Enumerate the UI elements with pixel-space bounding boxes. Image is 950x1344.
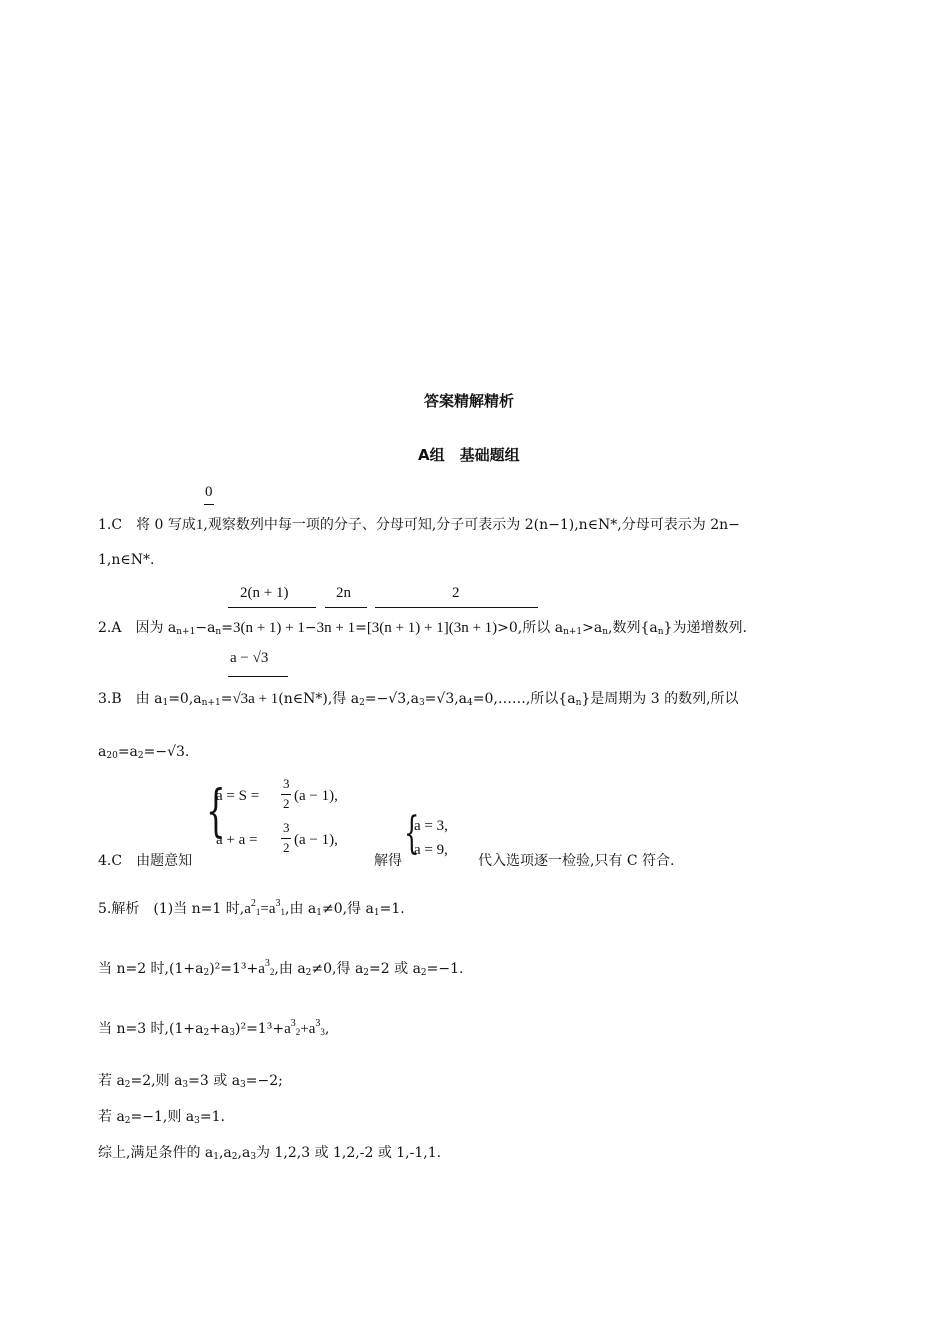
q5-l4b: =2,则 a [130,1073,183,1089]
q5-l2f: =−1. [426,961,464,977]
q4-lead: 4.C 由题意知 [98,853,193,869]
q2-f2-rule [325,607,367,608]
q4-f1-rule [281,794,291,795]
q3-body4: =0,……,所以{a [472,691,576,707]
q5-l1b: ,由 a [285,901,317,917]
q3-line2a: a [98,744,107,760]
sub: n [602,627,609,637]
q5-line1 [98,898,405,918]
q5-l2d: ≠0,得 a [311,961,364,977]
sup: 3 [264,958,270,969]
sub: 3 [418,698,425,708]
sub: 1 [162,698,169,708]
sub: n+1 [563,627,583,637]
sub: n+1 [201,698,221,708]
q2-f3-rule [375,607,538,608]
q5-eq2: $a^3_2$ [258,958,275,977]
q5-l5c: =1. [199,1109,225,1125]
q5-l1: 5.解析 (1)当 n=1 时, [98,901,245,917]
sub: 2 [203,1028,210,1038]
q2-f3-den: [3(n + 1) + 1](3n + 1) [366,620,498,636]
sup: 3 [290,1018,296,1029]
q3-line2b: =a [117,744,138,760]
q2-f1-rule [228,607,316,608]
q5-l1d: =1. [379,901,405,917]
q2-f2-den: 3n + 1 [316,620,356,636]
q4-f2-rule [281,838,291,839]
q5-line2 [98,958,463,978]
q2-f1-num: 2(n + 1) [240,585,289,601]
q5-line4 [98,1070,283,1090]
q3-frac-num: a − √3 [230,650,269,666]
q5-l4: 若 a [98,1073,125,1089]
sub: 2 [124,1080,131,1090]
sub: n [657,627,664,637]
q5-l1c: ≠0,得 a [321,901,374,917]
q5-l3b: +a [209,1021,230,1037]
q5-eq3: $a^3_2+a^3_3$ [284,1018,325,1037]
q5-l2c: ,由 a [274,961,306,977]
sub: 2 [269,967,275,977]
q5-l3d: , [324,1021,330,1037]
q4-solve-label: 解得 [374,853,402,869]
q3-body: (n∈N*),得 a [278,691,360,707]
sub: 2 [231,1152,238,1162]
sub: 3 [194,1116,200,1126]
sub: 2 [124,1116,131,1126]
q5-l4c: =3 或 a [188,1073,241,1089]
sup: 2 [250,898,256,909]
sub: 2 [203,968,210,978]
q5-eq1: $a^2_1=a^3_1$ [244,898,285,917]
q4-sol2: a = 9, [414,842,448,858]
q2-lead: 2.A 因为 a [98,620,177,636]
q5-line6 [98,1142,441,1162]
q5-l6d: 为 1,2,3 或 1,2,-2 或 1,-1,1. [256,1145,442,1161]
q3-body2: =−√3,a [364,691,419,707]
q3-body3: =√3,a [424,691,468,707]
q2-tail4: }为递增数列. [663,620,747,636]
q3-frac-den: √3a + 1 [232,691,279,707]
q5-l5: 若 a [98,1109,125,1125]
q2-f3-num: 2 [452,585,460,601]
q1-text [98,514,740,534]
page-title: 答案精解精析 [424,392,515,410]
q4-left-brace: { [206,779,226,844]
sub: 1 [373,908,380,918]
sub: 3 [229,1028,235,1038]
q4-f2-num: 3 [283,820,290,835]
q5-l4d: =−2; [245,1073,283,1089]
q2-tail: >0,所以 a [497,620,564,636]
q2-f1-den: 3(n + 1) + 1 [232,620,305,636]
q1-frac-den: 1 [195,517,204,533]
q4-f1-den: 2 [283,796,290,811]
q5-l6c: ,a [237,1145,251,1161]
sub: 2 [420,968,427,978]
q4-sys2: a + a = [216,832,258,848]
q3-body5: }是周期为 3 的数列,所以 [581,691,739,707]
q3-line2c: =−√3. [143,744,190,760]
sub: 3 [320,1027,325,1037]
sub: 2 [363,968,370,978]
sub: 2 [305,968,312,978]
q2-f2-num: 2n [336,585,351,601]
q5-l3c: )²=1³+ [235,1021,285,1037]
q4-sys2-rest: (a − 1), [294,832,338,848]
q5-line3 [98,1018,329,1038]
q5-l2e: =2 或 a [369,961,421,977]
sub: n [575,698,582,708]
q5-l2b: )²=1³+ [209,961,259,977]
sub: n [215,627,222,637]
sup: 3 [275,898,281,909]
q4-sys1a: a = S = [216,788,260,804]
sub: 1 [316,908,322,918]
sup: 3 [315,1018,321,1029]
q1-continuation: 1,n∈N*. [98,552,155,568]
q5-l3: 当 n=3 时,(1+a [98,1021,204,1037]
sub: 1 [280,907,285,917]
q5-l5b: =−1,则 a [130,1109,195,1125]
q5-line5 [98,1106,225,1126]
q4-sys1-rest: (a − 1), [294,788,338,804]
q4-f2-den: 2 [283,840,290,855]
q3-frac-rule [228,676,288,677]
q3-lead: 3.B 由 a [98,691,163,707]
sub: 2 [359,698,365,708]
sub: 2 [137,751,144,761]
q2-tail3: ,数列{a [608,620,658,636]
q4-sys1 [216,788,259,805]
q4-sol1: a = 3, [414,818,448,834]
q2-tail2: >a [582,620,603,636]
q1-body: ,观察数列中每一项的分子、分母可知,分子可表示为 2(n−1),n∈N*,分母可表示为 2n− [203,517,740,533]
q1-frac-rule [204,504,214,505]
q2-text: 2.A 因为 $a_{n+1}-a_n=3(n + 1) + 1-3n + 1=[3(n + 1) + 1](3n + 1)>0$,所以 $a_{n+1}>a_n$,数列$\{a_n\}$为递增数列. [98,620,747,637]
q5-l2: 当 n=2 时,(1+a [98,961,204,977]
sub: 3 [250,1152,257,1162]
q1-lead: 1.C 将 0 写成 [98,517,196,533]
sub: 4 [467,698,473,708]
sub: 1 [255,907,261,917]
sub: n+1 [176,627,196,637]
q1-frac-num: 0 [205,484,213,500]
q5-l6: 综上,满足条件的 a [98,1145,214,1161]
sub: 2 [295,1027,301,1037]
q5-l6b: ,a [218,1145,232,1161]
sub: 3 [182,1080,189,1090]
sub: 3 [240,1080,246,1090]
q4-right-brace: { [404,808,420,859]
sub: 1 [213,1152,219,1162]
q3-line2 [98,744,189,761]
section-heading: A组 基础题组 [418,446,520,464]
q4-tail: 代入选项逐一检验,只有 C 符合. [478,853,675,869]
sub: 20 [106,751,118,761]
q4-f1-num: 3 [283,776,290,791]
q3-text: 3.B 由 $a_1=0,a_{n+1}=√3a$ + 1(n∈N*),得 $a_2=-√3,a_3=√3,a_4=0,\dots\dots$,所以$\{a_n\}$是周期为 3 的数列,所以 [98,691,739,708]
